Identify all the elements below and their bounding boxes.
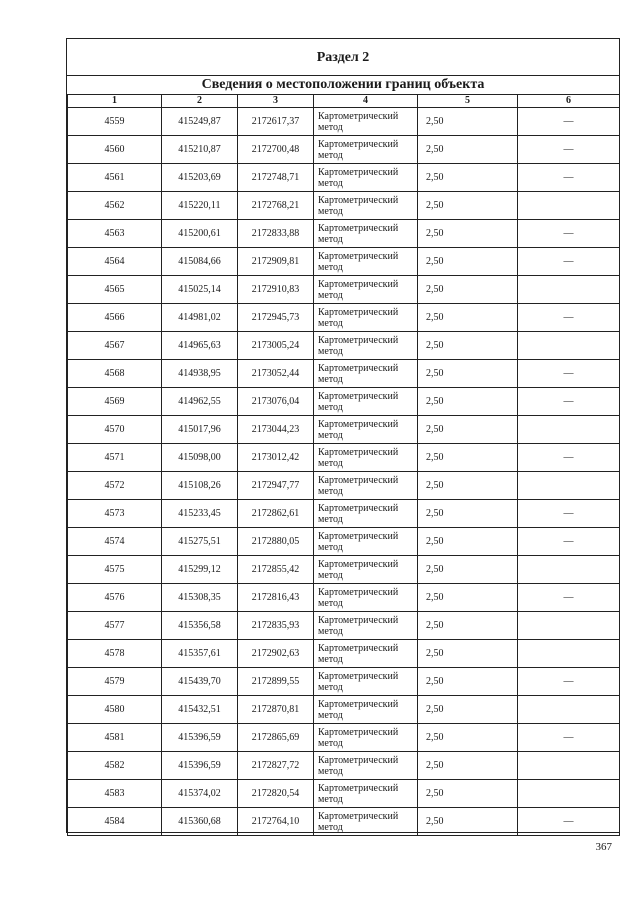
x-coordinate-cell: 415357,61	[162, 640, 238, 668]
accuracy-cell: 2,50	[418, 528, 518, 556]
y-coordinate-cell: 2172870,81	[238, 696, 314, 724]
accuracy-cell: 2,50	[418, 472, 518, 500]
point-number-cell: 4577	[68, 612, 162, 640]
method-cell: Картометрический метод	[314, 780, 418, 808]
point-number-cell: 4581	[68, 724, 162, 752]
point-number-cell: 4562	[68, 192, 162, 220]
note-cell	[518, 332, 620, 360]
note-cell	[518, 752, 620, 780]
method-cell: Картометрический метод	[314, 500, 418, 528]
y-coordinate-cell: 2173052,44	[238, 360, 314, 388]
table-body	[68, 108, 620, 836]
x-coordinate-cell: 415098,00	[162, 444, 238, 472]
point-number-cell: 4574	[68, 528, 162, 556]
y-coordinate-cell: 2172947,77	[238, 472, 314, 500]
table-row	[68, 752, 620, 780]
point-number-cell: 4559	[68, 108, 162, 136]
point-number-cell: 4565	[68, 276, 162, 304]
table-row	[68, 640, 620, 668]
accuracy-cell: 2,50	[418, 136, 518, 164]
y-coordinate-cell: 2172899,55	[238, 668, 314, 696]
note-cell: —	[518, 136, 620, 164]
note-cell	[518, 780, 620, 808]
document-frame	[66, 38, 620, 833]
method-cell: Картометрический метод	[314, 724, 418, 752]
method-cell: Картометрический метод	[314, 388, 418, 416]
point-number-cell: 4571	[68, 444, 162, 472]
table-row	[68, 696, 620, 724]
column-header: 4	[314, 95, 418, 108]
note-cell	[518, 192, 620, 220]
x-coordinate-cell: 415249,87	[162, 108, 238, 136]
x-coordinate-cell: 414965,63	[162, 332, 238, 360]
y-coordinate-cell: 2172748,71	[238, 164, 314, 192]
accuracy-cell: 2,50	[418, 444, 518, 472]
y-coordinate-cell: 2172820,54	[238, 780, 314, 808]
method-cell: Картометрический метод	[314, 276, 418, 304]
note-cell: —	[518, 528, 620, 556]
table-row	[68, 444, 620, 472]
y-coordinate-cell: 2172945,73	[238, 304, 314, 332]
method-cell: Картометрический метод	[314, 472, 418, 500]
note-cell: —	[518, 388, 620, 416]
y-coordinate-cell: 2172617,37	[238, 108, 314, 136]
method-cell: Картометрический метод	[314, 164, 418, 192]
note-cell: —	[518, 668, 620, 696]
y-coordinate-cell: 2172768,21	[238, 192, 314, 220]
accuracy-cell: 2,50	[418, 248, 518, 276]
accuracy-cell: 2,50	[418, 556, 518, 584]
table-row	[68, 332, 620, 360]
method-cell: Картометрический метод	[314, 668, 418, 696]
section-title: Раздел 2	[67, 39, 619, 76]
table-row	[68, 136, 620, 164]
note-cell: —	[518, 220, 620, 248]
method-cell: Картометрический метод	[314, 192, 418, 220]
x-coordinate-cell: 415275,51	[162, 528, 238, 556]
note-cell: —	[518, 360, 620, 388]
x-coordinate-cell: 415233,45	[162, 500, 238, 528]
note-cell: —	[518, 808, 620, 836]
y-coordinate-cell: 2172700,48	[238, 136, 314, 164]
y-coordinate-cell: 2172855,42	[238, 556, 314, 584]
table-row	[68, 528, 620, 556]
accuracy-cell: 2,50	[418, 388, 518, 416]
x-coordinate-cell: 415374,02	[162, 780, 238, 808]
note-cell: —	[518, 304, 620, 332]
method-cell: Картометрический метод	[314, 612, 418, 640]
x-coordinate-cell: 415356,58	[162, 612, 238, 640]
note-cell	[518, 612, 620, 640]
y-coordinate-cell: 2172902,63	[238, 640, 314, 668]
method-cell: Картометрический метод	[314, 584, 418, 612]
x-coordinate-cell: 415108,26	[162, 472, 238, 500]
note-cell: —	[518, 724, 620, 752]
note-cell: —	[518, 444, 620, 472]
accuracy-cell: 2,50	[418, 724, 518, 752]
accuracy-cell: 2,50	[418, 192, 518, 220]
point-number-cell: 4567	[68, 332, 162, 360]
x-coordinate-cell: 414938,95	[162, 360, 238, 388]
x-coordinate-cell: 415308,35	[162, 584, 238, 612]
y-coordinate-cell: 2172816,43	[238, 584, 314, 612]
method-cell: Картометрический метод	[314, 360, 418, 388]
column-header: 2	[162, 95, 238, 108]
y-coordinate-cell: 2172833,88	[238, 220, 314, 248]
x-coordinate-cell: 415396,59	[162, 752, 238, 780]
accuracy-cell: 2,50	[418, 808, 518, 836]
x-coordinate-cell: 415396,59	[162, 724, 238, 752]
column-header: 6	[518, 95, 620, 108]
table-row	[68, 192, 620, 220]
accuracy-cell: 2,50	[418, 668, 518, 696]
table-row	[68, 164, 620, 192]
column-header: 3	[238, 95, 314, 108]
table-row	[68, 416, 620, 444]
y-coordinate-cell: 2173012,42	[238, 444, 314, 472]
method-cell: Картометрический метод	[314, 108, 418, 136]
x-coordinate-cell: 415017,96	[162, 416, 238, 444]
point-number-cell: 4579	[68, 668, 162, 696]
y-coordinate-cell: 2172835,93	[238, 612, 314, 640]
method-cell: Картометрический метод	[314, 808, 418, 836]
point-number-cell: 4582	[68, 752, 162, 780]
x-coordinate-cell: 415210,87	[162, 136, 238, 164]
table-row	[68, 276, 620, 304]
table-row	[68, 388, 620, 416]
note-cell	[518, 416, 620, 444]
point-number-cell: 4570	[68, 416, 162, 444]
method-cell: Картометрический метод	[314, 416, 418, 444]
method-cell: Картометрический метод	[314, 696, 418, 724]
method-cell: Картометрический метод	[314, 640, 418, 668]
point-number-cell: 4576	[68, 584, 162, 612]
point-number-cell: 4575	[68, 556, 162, 584]
point-number-cell: 4569	[68, 388, 162, 416]
accuracy-cell: 2,50	[418, 780, 518, 808]
method-cell: Картометрический метод	[314, 304, 418, 332]
accuracy-cell: 2,50	[418, 108, 518, 136]
accuracy-cell: 2,50	[418, 304, 518, 332]
note-cell: —	[518, 164, 620, 192]
point-number-cell: 4583	[68, 780, 162, 808]
accuracy-cell: 2,50	[418, 500, 518, 528]
table-row	[68, 108, 620, 136]
table-row	[68, 584, 620, 612]
y-coordinate-cell: 2173044,23	[238, 416, 314, 444]
method-cell: Картометрический метод	[314, 332, 418, 360]
x-coordinate-cell: 415432,51	[162, 696, 238, 724]
y-coordinate-cell: 2172827,72	[238, 752, 314, 780]
method-cell: Картометрический метод	[314, 220, 418, 248]
point-number-cell: 4561	[68, 164, 162, 192]
header-row	[68, 95, 620, 108]
table-row	[68, 808, 620, 836]
note-cell: —	[518, 584, 620, 612]
table-row	[68, 668, 620, 696]
accuracy-cell: 2,50	[418, 332, 518, 360]
column-header: 5	[418, 95, 518, 108]
point-number-cell: 4564	[68, 248, 162, 276]
x-coordinate-cell: 414981,02	[162, 304, 238, 332]
x-coordinate-cell: 415200,61	[162, 220, 238, 248]
note-cell	[518, 472, 620, 500]
point-number-cell: 4584	[68, 808, 162, 836]
x-coordinate-cell: 415299,12	[162, 556, 238, 584]
point-number-cell: 4578	[68, 640, 162, 668]
point-number-cell: 4572	[68, 472, 162, 500]
table-row	[68, 780, 620, 808]
x-coordinate-cell: 415025,14	[162, 276, 238, 304]
point-number-cell: 4568	[68, 360, 162, 388]
point-number-cell: 4580	[68, 696, 162, 724]
table-row	[68, 220, 620, 248]
table-row	[68, 500, 620, 528]
point-number-cell: 4560	[68, 136, 162, 164]
y-coordinate-cell: 2172880,05	[238, 528, 314, 556]
method-cell: Картометрический метод	[314, 248, 418, 276]
table-row	[68, 304, 620, 332]
method-cell: Картометрический метод	[314, 752, 418, 780]
note-cell: —	[518, 108, 620, 136]
accuracy-cell: 2,50	[418, 276, 518, 304]
method-cell: Картометрический метод	[314, 444, 418, 472]
note-cell: —	[518, 500, 620, 528]
boundary-table	[67, 94, 620, 836]
page-number: 367	[595, 841, 612, 853]
x-coordinate-cell: 414962,55	[162, 388, 238, 416]
point-number-cell: 4573	[68, 500, 162, 528]
y-coordinate-cell: 2173076,04	[238, 388, 314, 416]
table-row	[68, 724, 620, 752]
note-cell	[518, 276, 620, 304]
table-row	[68, 248, 620, 276]
accuracy-cell: 2,50	[418, 696, 518, 724]
column-header: 1	[68, 95, 162, 108]
y-coordinate-cell: 2172910,83	[238, 276, 314, 304]
table-row	[68, 612, 620, 640]
x-coordinate-cell: 415360,68	[162, 808, 238, 836]
x-coordinate-cell: 415439,70	[162, 668, 238, 696]
table-row	[68, 556, 620, 584]
y-coordinate-cell: 2172909,81	[238, 248, 314, 276]
y-coordinate-cell: 2173005,24	[238, 332, 314, 360]
accuracy-cell: 2,50	[418, 164, 518, 192]
method-cell: Картометрический метод	[314, 556, 418, 584]
table-subtitle: Сведения о местоположении границ объекта	[201, 77, 485, 92]
y-coordinate-cell: 2172865,69	[238, 724, 314, 752]
point-number-cell: 4566	[68, 304, 162, 332]
accuracy-cell: 2,50	[418, 640, 518, 668]
x-coordinate-cell: 415203,69	[162, 164, 238, 192]
table-row	[68, 360, 620, 388]
method-cell: Картометрический метод	[314, 136, 418, 164]
accuracy-cell: 2,50	[418, 220, 518, 248]
accuracy-cell: 2,50	[418, 584, 518, 612]
method-cell: Картометрический метод	[314, 528, 418, 556]
y-coordinate-cell: 2172862,61	[238, 500, 314, 528]
table-row	[68, 472, 620, 500]
accuracy-cell: 2,50	[418, 612, 518, 640]
y-coordinate-cell: 2172764,10	[238, 808, 314, 836]
note-cell	[518, 696, 620, 724]
x-coordinate-cell: 415084,66	[162, 248, 238, 276]
note-cell: —	[518, 248, 620, 276]
note-cell	[518, 556, 620, 584]
accuracy-cell: 2,50	[418, 416, 518, 444]
accuracy-cell: 2,50	[418, 752, 518, 780]
accuracy-cell: 2,50	[418, 360, 518, 388]
note-cell	[518, 640, 620, 668]
x-coordinate-cell: 415220,11	[162, 192, 238, 220]
point-number-cell: 4563	[68, 220, 162, 248]
